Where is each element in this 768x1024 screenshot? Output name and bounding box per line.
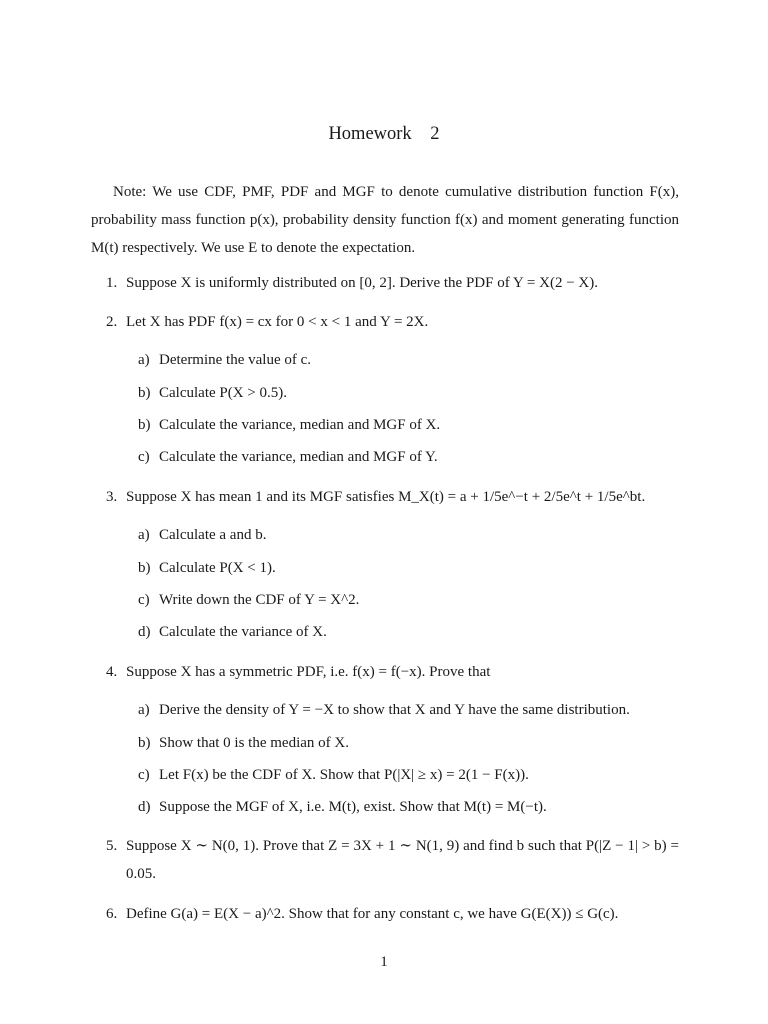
question-number: 2.: [106, 314, 118, 330]
part-text: Calculate the variance, median and MGF of Y.: [159, 449, 438, 465]
part-label: b): [138, 560, 151, 576]
question-number: 4.: [106, 664, 118, 680]
page-title: Homework 2: [328, 124, 440, 144]
question-4-part-d: [138, 796, 683, 818]
question-number: 5.: [106, 838, 118, 854]
part-label: a): [138, 702, 150, 718]
question-6: [106, 900, 679, 928]
part-label: b): [138, 385, 151, 401]
question-number: 3.: [106, 489, 118, 505]
part-text: Let F(x) be the CDF of X. Show that P(|X| ≥ x) = 2(1 − F(x)).: [159, 767, 529, 783]
part-text: Calculate a and b.: [159, 527, 267, 543]
question-text: Suppose X has mean 1 and its MGF satisfies M_X(t) = a + 1/5e^−t + 2/5e^t + 1/5e^bt.: [126, 489, 646, 505]
intro-note: Note: We use CDF, PMF, PDF and MGF to denote cumulative distribution function F(x), probability mass function p(x), probability density function f(x) and moment generating function M(t) respectively. We use E to denote the expectation.: [91, 184, 679, 256]
part-label: c): [138, 449, 150, 465]
question-3-part-c: [138, 589, 683, 611]
page-number: 1: [380, 954, 388, 970]
question-3: [106, 483, 679, 511]
question-2: [106, 308, 679, 336]
question-number: 6.: [106, 906, 118, 922]
question-text: Suppose X is uniformly distributed on [0, 2]. Derive the PDF of Y = X(2 − X).: [126, 275, 599, 291]
question-text: Suppose X has a symmetric PDF, i.e. f(x) = f(−x). Prove that: [126, 664, 491, 680]
question-2-part-c: [138, 446, 683, 468]
part-text: Show that 0 is the median of X.: [159, 735, 349, 751]
part-text: Determine the value of c.: [159, 352, 312, 368]
question-3-part-a: [138, 524, 683, 546]
part-label: a): [138, 352, 150, 368]
question-4: [106, 658, 679, 686]
part-text: Derive the density of Y = −X to show that X and Y have the same distribution.: [159, 702, 630, 718]
question-1: [106, 269, 679, 297]
part-label: b): [138, 417, 151, 433]
part-text: Suppose the MGF of X, i.e. M(t), exist. Show that M(t) = M(−t).: [159, 799, 547, 815]
part-text: Calculate P(X > 0.5).: [159, 385, 288, 401]
question-2-part-a: [138, 349, 683, 371]
question-3-part-d: [138, 621, 683, 643]
question-2-part-b2: [138, 414, 683, 436]
question-2-part-b: [138, 382, 683, 404]
part-label: b): [138, 735, 151, 751]
question-text: Let X has PDF f(x) = cx for 0 < x < 1 and Y = 2X.: [126, 314, 429, 330]
question-text: Suppose X ∼ N(0, 1). Prove that Z = 3X + 1 ∼ N(1, 9) and find b such that P(|Z − 1| > b) = 0.05.: [126, 838, 679, 882]
question-text: Define G(a) = E(X − a)^2. Show that for any constant c, we have G(E(X)) ≤ G(c).: [126, 906, 619, 922]
part-text: Write down the CDF of Y = X^2.: [159, 592, 360, 608]
part-label: d): [138, 799, 151, 815]
part-text: Calculate the variance of X.: [159, 624, 327, 640]
question-4-part-b: [138, 732, 683, 754]
question-number: 1.: [106, 275, 118, 291]
question-4-part-c: [138, 764, 683, 786]
part-text: Calculate P(X < 1).: [159, 560, 276, 576]
part-label: c): [138, 767, 150, 783]
part-label: d): [138, 624, 151, 640]
question-3-part-b: [138, 557, 683, 579]
part-label: a): [138, 527, 150, 543]
question-5: [106, 832, 679, 888]
part-label: c): [138, 592, 150, 608]
question-4-part-a: [138, 699, 683, 721]
part-text: Calculate the variance, median and MGF of X.: [159, 417, 441, 433]
